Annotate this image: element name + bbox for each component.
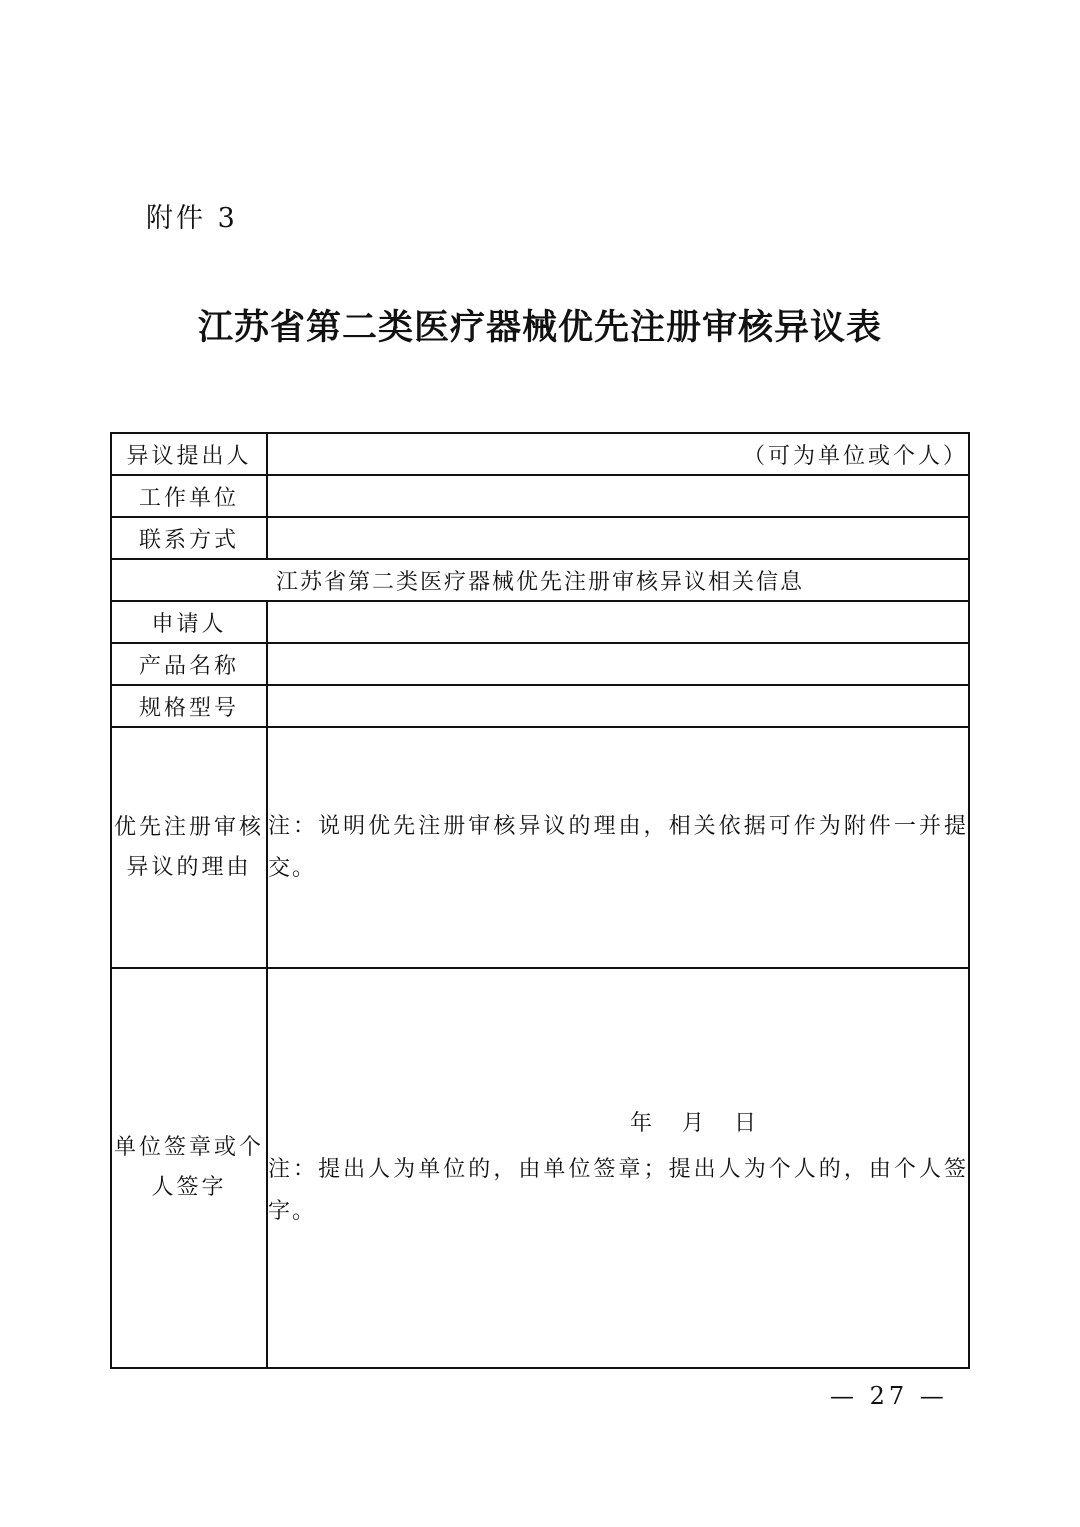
info-heading-row bbox=[111, 559, 969, 601]
model-row bbox=[111, 685, 969, 727]
objector-row bbox=[111, 433, 969, 475]
product-name-field[interactable] bbox=[267, 643, 969, 685]
reason-row bbox=[111, 727, 969, 968]
signature-field[interactable] bbox=[267, 968, 969, 1368]
product-name-label: 产品名称 bbox=[111, 643, 267, 685]
signature-note: 注：提出人为单位的，由单位签章；提出人为个人的，由个人签字。 bbox=[268, 1157, 968, 1224]
contact-row bbox=[111, 517, 969, 559]
objector-note: （可为单位或个人） bbox=[742, 443, 968, 469]
date-day: 日 bbox=[733, 1111, 756, 1136]
date-year: 年 bbox=[629, 1111, 652, 1136]
applicant-label: 申请人 bbox=[111, 601, 267, 643]
work-unit-row bbox=[111, 475, 969, 517]
contact-field[interactable] bbox=[267, 517, 969, 559]
reason-field[interactable] bbox=[267, 727, 969, 968]
signature-label: 单位签章或个人签字 bbox=[111, 968, 267, 1368]
objector-field[interactable] bbox=[267, 433, 969, 475]
date-month: 月 bbox=[681, 1111, 704, 1136]
reason-label: 优先注册审核异议的理由 bbox=[111, 727, 267, 968]
work-unit-label: 工作单位 bbox=[111, 475, 267, 517]
contact-label: 联系方式 bbox=[111, 517, 267, 559]
objector-label: 异议提出人 bbox=[111, 433, 267, 475]
signature-date bbox=[268, 1103, 968, 1145]
model-field[interactable] bbox=[267, 685, 969, 727]
signature-row bbox=[111, 968, 969, 1368]
model-label: 规格型号 bbox=[111, 685, 267, 727]
product-name-row bbox=[111, 643, 969, 685]
page-number: — 27 — bbox=[830, 1382, 948, 1410]
info-heading: 江苏省第二类医疗器械优先注册审核异议相关信息 bbox=[111, 559, 969, 601]
attachment-label: 附件 3 bbox=[146, 203, 238, 234]
reason-note: 注：说明优先注册审核异议的理由，相关依据可作为附件一并提交。 bbox=[268, 813, 968, 881]
work-unit-field[interactable] bbox=[267, 475, 969, 517]
applicant-field[interactable] bbox=[267, 601, 969, 643]
objection-form-table bbox=[110, 432, 970, 1369]
form-title: 江苏省第二类医疗器械优先注册审核异议表 bbox=[197, 307, 882, 348]
applicant-row bbox=[111, 601, 969, 643]
